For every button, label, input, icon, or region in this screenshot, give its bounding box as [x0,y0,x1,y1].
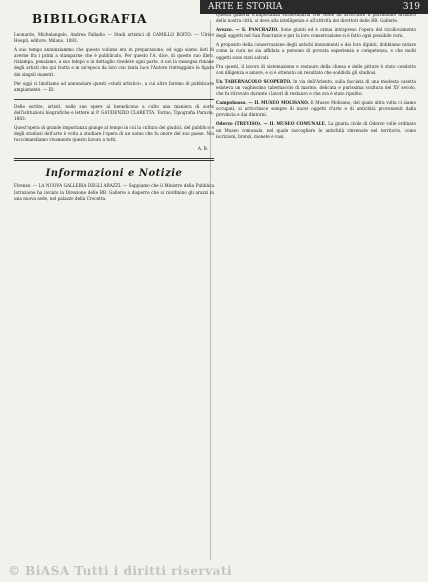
news-oderzo: La giunta civile di Oderzo volle ordinato un Museo comunale, nel quale raccogliere le antichità rinvenute nel territorio, come iscrizioni, bronzi, monete e vasi. [216,121,416,139]
bib-paragraph: A suo tempo annunziammo che questo volume era in preparazione, ed oggi siamo lieti di averne fra i primi a stamparne che è pubblicato. Per questo l'A. dice, di questo suo libro, ristampa, pensiamo, a suo tempo e in dettaglio rivedere ogni parte. A noi la rassegna rimane degli artisti che qui tratta e in un'epoca da loro con tanta luce l'Autore tratteggiato le figure dei singoli maestri. [14,47,214,77]
news-tabernacolo: In via dell'Ariento, sulla facciata di una modesta casetta esisteva un vaghissimo tabernacolo di marmo, delicata e purissima scultura del XV secolo, che fu ritrovato durante i lavori di restauro e che ora è stato ripulito. [216,78,416,97]
news-heading-tabernacolo: Un TABERNACOLO SCOPERTO. [216,78,292,84]
bib-entry-boito: Leonardo, Michelangelo, Andrea Palladio — Studi artistici di CAMILLO BOITO. — Ulrico Hoepli, editore, Milano, 1883. [14,32,214,44]
section-title-bibliografia: BIBILOGRAFIA [32,12,148,26]
signature: A. B. [197,146,208,152]
bib-paragraph: Quest'opera di grande importanza giunge al tempo in cui la cultura dei giudici, del pubblico e degli studiosi dell'arte è volta a studiare l'opera di un uomo che fu onore del suo paese. Noi raccomandiamo vivamente questo lavoro a tutti. [14,125,214,143]
double-divider [14,158,214,161]
news-paragraph: Fra questi, il lavoro di sistemazione e restauro della chiesa e delle pitture è stato condotto con diligenza e amore, e si è ottenuto un resultato che soddisfa gli studiosi. [216,63,416,75]
news-paragraph: A proposito della conservazione degli antichi monumenti e dei loro dipinti, dobbiamo notare come la cura ne sia affidata a persone di provata esperienza e competenza, e che molti oggetti sono stati salvati. [216,42,416,60]
news-campobasso: Il Museo Molisano, del quale altra volta ci siamo occupati, si arricchisce sempre di nuovi oggetti d'arte e di antichità provenienti dalla provincia e dai dintorni. [216,100,417,118]
copyright-watermark: © BiASA Tutti i diritti riservati [8,564,233,578]
news-heading-campobasso: Campobasso. — IL MUSEO MOLISANO. [216,100,310,106]
news-arezzo: Sono giunti ed è ormai intrapreso l'opera del ricollocamento degli oggetti nel San Pancrazio e per la loro conservazione si è fatto ogni possibile cura. [216,27,416,39]
masthead-title: ARTE E STORIA [208,2,283,12]
news-heading-arezzo: Arezzo. — S. PANCRAZIO. [216,27,279,33]
news-paragraph: Questa galleria d'importanza straordinaria che viene ad arricchire il patrimonio artistico della nostra città, si deve alla intelligenza e all'attività dei direttori delle RR. Gallerie. [216,12,416,24]
divider [14,99,214,100]
bib-entry-claretta: Delle sortite, artisti, nelle sue opere al benedicono a culto una maniera di sorte dell'istituzioni biografiche e lettere al P. GAUDENZIO CLARETTA. Torino, Tipografia Paravia, 1883. [14,103,214,122]
section-title-informazioni: Informazioni e Notizie [45,168,183,180]
news-firenze: Firenze. — LA NUOVA GALLERIA DEGLI ARAZZI. — Sappiamo che il Ministro della Pubblica Istruzione ha inviato la Direzione delle RR. Gallerie a disporre che si riordinino gli arazzi in una nuova sede, nel palazzo della Crocetta. [14,183,214,201]
page-number: 319 [402,2,420,12]
right-column [216,12,416,143]
left-column [14,12,214,205]
news-heading-oderzo: Oderzo (TREVISO). — IL MUSEO COMUNALE. [216,121,327,127]
bib-paragraph: Per oggi ci limitiamo ad annunziare questi «studi artistici», a cui altro faremo di pubblicare ampiamente. — ID. [14,80,214,92]
